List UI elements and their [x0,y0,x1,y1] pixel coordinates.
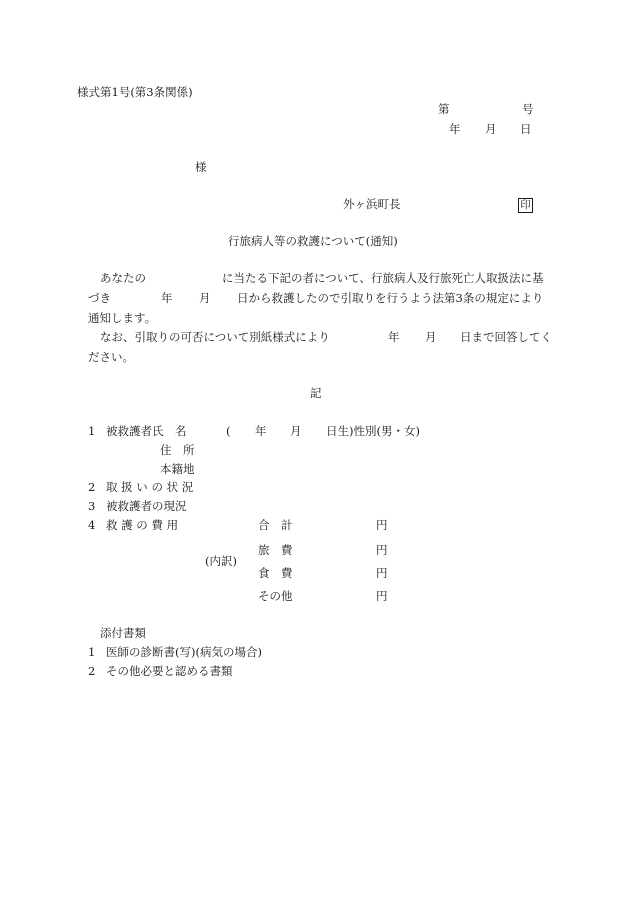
item-number-4: 4 [88,518,96,532]
body-p1-month: 月 [199,291,211,305]
document-title: 行旅病人等の救護について(通知) [228,234,398,248]
birth-open: ( [226,424,231,438]
date-month: 月 [485,122,497,136]
addressee-suffix: 様 [195,160,207,174]
domicile-label: 本籍地 [160,462,195,476]
body-p1-c: づき [88,291,111,305]
body-p2-c: ださい。 [88,350,134,364]
doc-number-prefix: 第 [438,102,450,116]
item-number-3: 3 [88,499,96,513]
form-number-label: 様式第1号(第3条関係) [77,85,193,99]
cost-label: 救 護 の 費 用 [106,518,179,532]
attachment-number-1: 1 [88,645,96,659]
cost-food-unit: 円 [376,566,388,580]
attachment-item-2: その他必要と認める書類 [106,664,233,678]
body-p1-e: 通知します。 [88,311,157,325]
attachments-heading: 添付書類 [100,626,146,640]
birth-close: 日生)性別(男・女) [326,424,420,438]
cost-total-unit: 円 [376,518,388,532]
date-day: 日 [520,122,532,136]
cost-travel-unit: 円 [376,543,388,557]
body-p1-d: 日から救護したので引取りを行うよう法第3条の規定により [237,291,544,305]
sender-title: 外ヶ浜町長 [343,197,401,211]
cost-total-label: 合 計 [258,518,293,532]
cost-other-unit: 円 [376,589,388,603]
doc-number-suffix: 号 [522,102,534,116]
birth-month: 月 [290,424,302,438]
breakdown-label: (内訳) [205,554,237,568]
body-p1-a: あなたの [100,271,146,285]
handling-label: 取 扱 い の 状 況 [106,480,194,494]
date-year: 年 [449,122,461,136]
body-p2-month: 月 [425,330,437,344]
name-label: 被救護者氏 名 [106,424,187,438]
body-p2-year: 年 [388,330,400,344]
cost-travel-label: 旅 費 [258,543,293,557]
attachment-number-2: 2 [88,664,96,678]
cost-food-label: 食 費 [258,566,293,580]
body-p2-b: 日まで回答してく [460,330,552,344]
seal-mark: 印 [518,198,533,213]
birth-year: 年 [255,424,267,438]
current-status-label: 被救護者の現況 [106,499,187,513]
cost-other-label: その他 [258,589,293,603]
address-label: 住 所 [160,443,195,457]
body-p1-year: 年 [161,291,173,305]
attachment-item-1: 医師の診断書(写)(病気の場合) [106,645,262,659]
ki-marker: 記 [310,386,322,400]
item-number-2: 2 [88,480,96,494]
body-p1-b: に当たる下記の者について、行旅病人及行旅死亡人取扱法に基 [222,271,544,285]
body-p2-a: なお、引取りの可否について別紙様式により [100,330,330,344]
item-number-1: 1 [88,424,96,438]
